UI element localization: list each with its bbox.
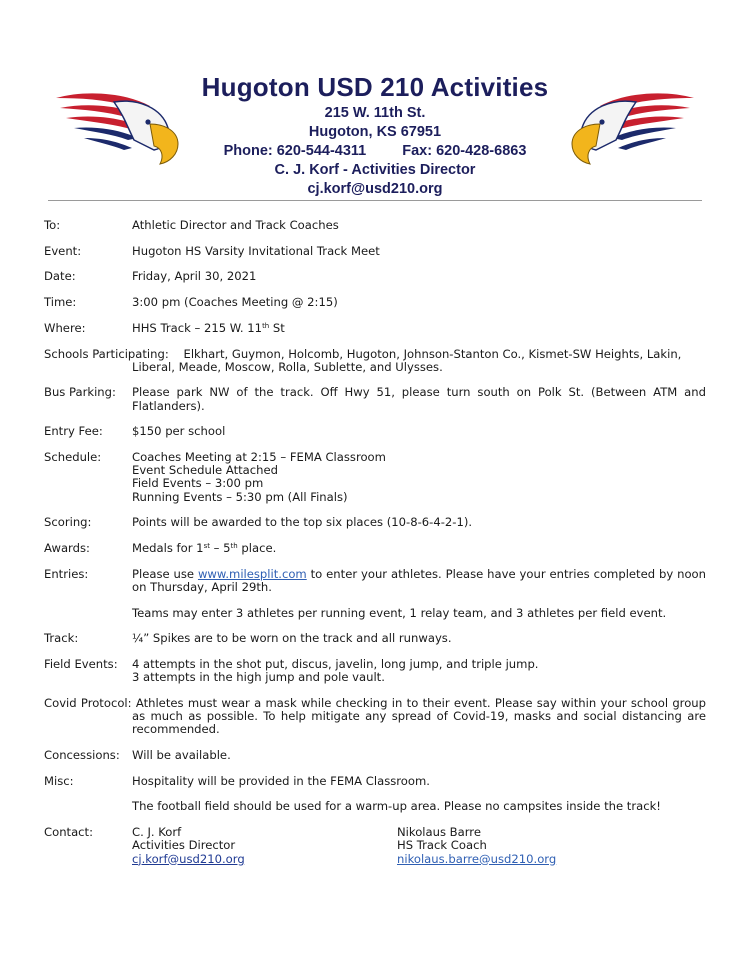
field-events-label: Field Events: xyxy=(44,657,118,672)
schools-value: Elkhart, Guymon, Holcomb, Hugoton, Johnson-Stanton Co., Kismet-SW Heights, Lakin, Liberal, Meade, Moscow, Rolla, Sublette, and Ulysses. xyxy=(132,346,682,374)
entries-label: Entries: xyxy=(44,566,89,581)
address-line-2: Hugoton, KS 67951 xyxy=(308,124,442,140)
concessions-label: Concessions: xyxy=(44,748,120,763)
where-label: Where: xyxy=(44,320,86,335)
schedule-line: Event Schedule Attached xyxy=(132,463,278,478)
memo-row-scoring xyxy=(44,516,706,529)
header-divider xyxy=(48,200,702,201)
memo-row-field-events xyxy=(44,658,706,684)
memo-row-where xyxy=(44,322,706,335)
memo-row-entries xyxy=(44,568,706,620)
organization-title: Hugoton USD 210 Activities xyxy=(201,72,549,102)
awards-text-mid: – 5 xyxy=(209,541,231,556)
scoring-label: Scoring: xyxy=(44,515,92,530)
field-events-line: 4 attempts in the shot put, discus, javelin, long jump, and triple jump. xyxy=(132,657,539,672)
track-value: ¼” Spikes are to be worn on the track and all runways. xyxy=(132,631,452,646)
date-value: Friday, April 30, 2021 xyxy=(132,269,257,284)
contact-name: C. J. Korf xyxy=(132,825,182,840)
memo-row-to xyxy=(44,219,706,232)
misc-hospitality: Hospitality will be provided in the FEMA Classroom. xyxy=(132,773,430,788)
memo-row-entry-fee xyxy=(44,425,706,438)
schedule-line: Coaches Meeting at 2:15 – FEMA Classroom xyxy=(132,450,386,465)
phone-fax-line xyxy=(150,142,600,161)
contact-title: HS Track Coach xyxy=(397,838,487,853)
memo-row-bus-parking xyxy=(44,386,706,412)
to-label: To: xyxy=(44,218,61,232)
memo-row-schedule xyxy=(44,451,706,504)
phone-number: Phone: 620-544-4311 xyxy=(223,143,367,159)
misc-label: Misc: xyxy=(44,773,74,788)
schedule-line: Running Events – 5:30 pm (All Finals) xyxy=(132,489,348,504)
memo-row-misc xyxy=(44,775,706,814)
time-label: Time: xyxy=(44,295,77,310)
schools-label: Schools Participating: xyxy=(44,346,169,361)
memo-row-date xyxy=(44,270,706,283)
date-label: Date: xyxy=(44,269,76,284)
scoring-value: Points will be awarded to the top six places (10-8-6-4-2-1). xyxy=(132,515,473,530)
awards-label: Awards: xyxy=(44,541,90,556)
contact-barre xyxy=(397,826,662,866)
misc-warmup: The football field should be used for a warm-up area. Please no campsites inside the track! xyxy=(132,799,661,814)
contact-email-link[interactable]: cj.korf@usd210.org xyxy=(132,851,245,866)
memo-row-time xyxy=(44,296,706,309)
contact-name: Nikolaus Barre xyxy=(397,825,481,840)
fax-number: Fax: 620-428-6863 xyxy=(402,143,527,159)
contact-title: Activities Director xyxy=(132,838,236,853)
awards-superscript-fifth: th xyxy=(230,542,238,551)
time-value: 3:00 pm (Coaches Meeting @ 2:15) xyxy=(132,295,338,310)
schedule-line: Field Events – 3:00 pm xyxy=(132,476,264,491)
field-events-value xyxy=(132,658,706,684)
track-label: Track: xyxy=(44,631,79,646)
event-value: Hugoton HS Varsity Invitational Track Meet xyxy=(132,243,380,258)
awards-text: Medals for 1 xyxy=(132,541,204,556)
schedule-label: Schedule: xyxy=(44,450,102,465)
schedule-value xyxy=(132,451,706,504)
entries-text-rest: to enter your athletes. Please have your entries completed by noon on Thursday, April 29th. xyxy=(132,566,706,594)
memo-row-track xyxy=(44,632,706,645)
memo-row-concessions xyxy=(44,749,706,762)
covid-label: Covid Protocol: xyxy=(44,695,132,710)
to-value: Athletic Director and Track Coaches xyxy=(132,218,339,232)
where-value-suffix: St xyxy=(269,320,285,335)
entries-team-limits: Teams may enter 3 athletes per running event, 1 relay team, and 3 athletes per field event. xyxy=(132,605,667,620)
contact-korf xyxy=(132,826,397,866)
milesplit-link[interactable]: www.milesplit.com xyxy=(197,566,307,581)
awards-superscript-first: st xyxy=(203,542,210,551)
entry-fee-value: $150 per school xyxy=(132,424,226,439)
memo-row-covid xyxy=(44,697,706,737)
concessions-value: Will be available. xyxy=(132,748,231,763)
eagle-logo-right xyxy=(568,88,696,168)
event-label: Event: xyxy=(44,243,82,258)
header-email: cj.korf@usd210.org xyxy=(307,181,443,197)
where-value xyxy=(132,322,706,335)
letterhead-text xyxy=(150,70,600,199)
address-line-1: 215 W. 11th St. xyxy=(324,105,426,121)
memo-body xyxy=(44,219,706,866)
field-events-line: 3 attempts in the high jump and pole vault. xyxy=(132,670,385,685)
entries-value xyxy=(132,568,706,620)
bus-parking-label: Bus Parking: xyxy=(44,385,116,400)
misc-value xyxy=(132,775,706,814)
memo-row-awards xyxy=(44,542,706,555)
entries-paragraph xyxy=(132,568,706,594)
memo-row-contact xyxy=(44,826,706,866)
where-superscript: th xyxy=(262,321,270,330)
covid-value: Athletes must wear a mask while checking in to their event. Please say within your school group as much as possible. To help mitigate any spread of Covid-19, masks and social distancing are recommended. xyxy=(132,695,706,737)
memo-row-schools xyxy=(44,348,706,374)
awards-text-end: place. xyxy=(237,541,277,556)
entries-text: Please use xyxy=(132,566,198,581)
awards-value xyxy=(132,542,706,555)
where-value-text: HHS Track – 215 W. 11 xyxy=(132,320,263,335)
contact-label: Contact: xyxy=(44,825,94,840)
entry-fee-label: Entry Fee: xyxy=(44,424,103,439)
director-line: C. J. Korf - Activities Director xyxy=(274,162,476,178)
letterhead xyxy=(0,0,750,200)
contact-email-link[interactable]: nikolaus.barre@usd210.org xyxy=(397,851,557,866)
memo-row-event xyxy=(44,245,706,258)
bus-parking-value: Please park NW of the track. Off Hwy 51, please turn south on Polk St. (Between ATM and Flatlanders). xyxy=(132,385,706,413)
